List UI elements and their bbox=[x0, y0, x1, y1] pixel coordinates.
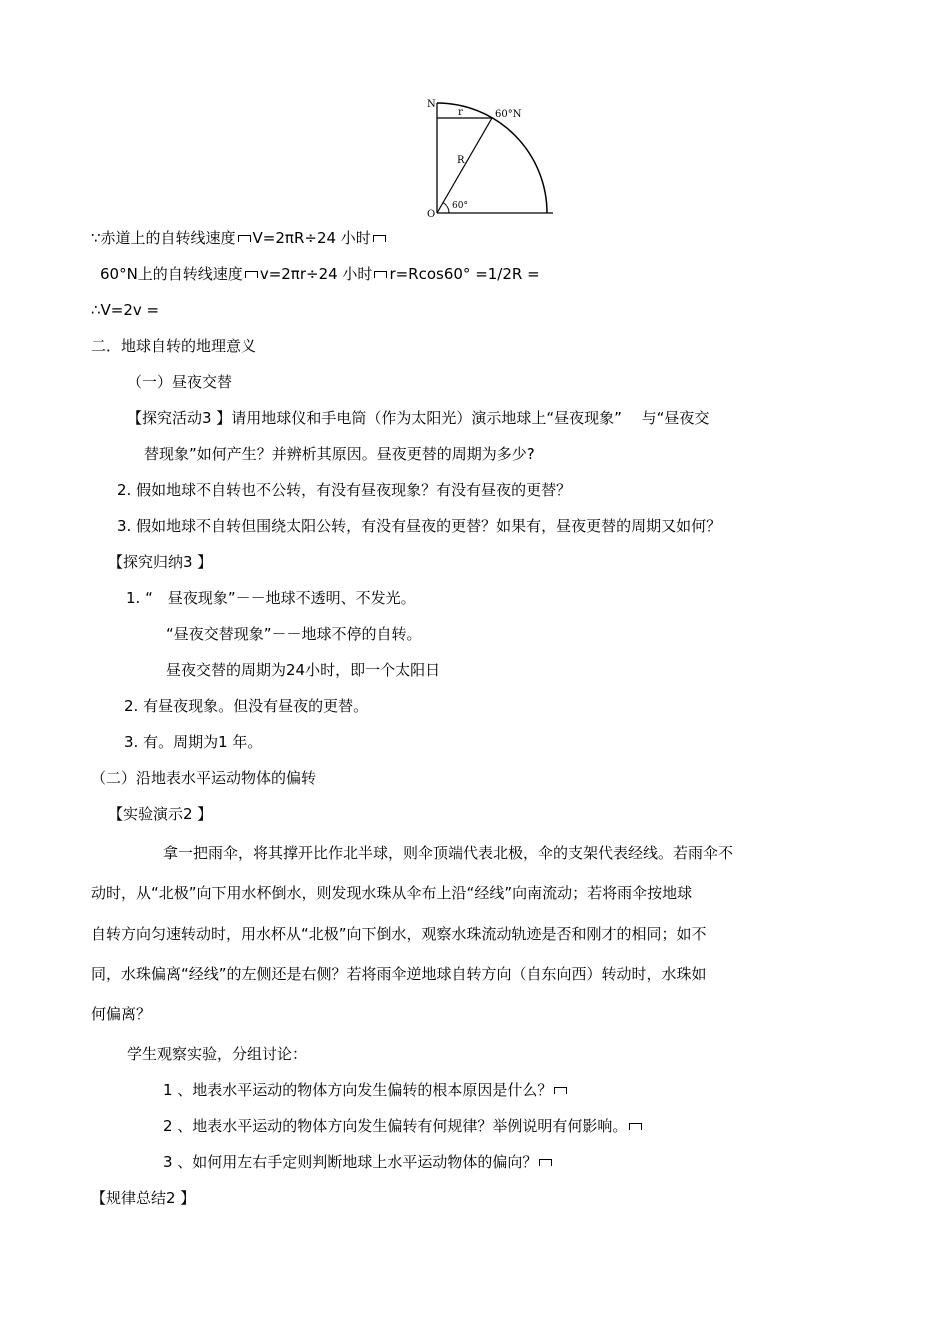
break-mark bbox=[238, 235, 251, 242]
break-mark bbox=[554, 1087, 567, 1094]
break-mark bbox=[539, 1159, 552, 1166]
activity-paragraph: 【探究活动3 】请用地球仪和手电筒（作为太阳光）演示地球上“昼夜现象” 与“昼夜交 bbox=[127, 409, 710, 427]
diagram-label-angle: 60° bbox=[452, 201, 468, 211]
diagram-label-lat: 60°N bbox=[495, 109, 522, 120]
diagram-label-n: N bbox=[427, 99, 436, 110]
experiment-paragraph-5: 何偏离？ bbox=[91, 1005, 152, 1023]
discussion-q3 bbox=[163, 1152, 554, 1172]
diagram-label-r: r bbox=[458, 107, 463, 118]
discussion-q2-text: 2 、地表水平运动的物体方向发生偏转有何规律？举例说明有何影响。 bbox=[163, 1117, 628, 1135]
discussion-q3-text: 3 、如何用左右手定则判断地球上水平运动物体的偏向？ bbox=[163, 1153, 538, 1171]
summary-heading: 【探究归纳3 】 bbox=[108, 553, 213, 571]
summary-item-2: 2. 有昼夜现象。但没有昼夜的更替。 bbox=[124, 697, 369, 715]
discussion-q1-text: 1 、地表水平运动的物体方向发生偏转的根本原因是什么？ bbox=[163, 1081, 553, 1099]
equator-speed-text: ∵赤道上的自转线速度 bbox=[91, 229, 236, 247]
subsection-heading-2: （二）沿地表水平运动物体的偏转 bbox=[91, 769, 317, 787]
question-2: 2. 假如地球不自转也不公转，有没有昼夜现象？有没有昼夜的更替？ bbox=[117, 481, 572, 499]
subsection-heading: （一）昼夜交替 bbox=[127, 373, 233, 391]
experiment-paragraph-2: 动时，从“北极”向下用水杯倒水，则发现水珠从伞布上沿“经线”向南流动；若将雨伞按地球 bbox=[91, 884, 693, 902]
break-mark bbox=[373, 235, 386, 242]
discussion-q2 bbox=[163, 1116, 644, 1136]
discussion-q1 bbox=[163, 1080, 569, 1100]
experiment-paragraph-1: 拿一把雨伞，将其撑开比作北半球，则伞顶端代表北极，伞的支架代表经线。若雨伞不 bbox=[163, 844, 734, 862]
equator-speed-formula: V=2πR÷24 小时 bbox=[252, 229, 371, 247]
rule-summary-heading: 【规律总结2 】 bbox=[91, 1189, 196, 1207]
break-mark bbox=[374, 271, 387, 278]
summary-item-1c: 昼夜交替的周期为24小时，即一个太阳日 bbox=[166, 661, 441, 679]
lat60-speed-line bbox=[100, 264, 540, 284]
conclusion-line: ∴V=2v = bbox=[91, 301, 160, 319]
latitude-diagram bbox=[425, 95, 560, 220]
experiment-paragraph-3: 自转方向匀速转动时，用水杯从“北极”向下倒水，观察水珠流动轨迹是否和刚才的相同；如不 bbox=[91, 925, 707, 943]
question-3: 3. 假如地球不自转但围绕太阳公转，有没有昼夜的更替？如果有，昼夜更替的周期又如何？ bbox=[117, 517, 722, 535]
experiment-heading: 【实验演示2 】 bbox=[108, 805, 213, 823]
diagram-label-o: O bbox=[427, 209, 436, 220]
summary-item-3: 3. 有。周期为1 年。 bbox=[124, 733, 263, 751]
experiment-paragraph-4: 同，水珠偏离“经线”的左侧还是右侧？若将雨伞逆地球自转方向（自东向西）转动时，水珠如 bbox=[91, 965, 707, 983]
summary-item-1b: “昼夜交替现象”－－地球不停的自转。 bbox=[166, 625, 422, 643]
break-mark bbox=[629, 1123, 642, 1130]
section-heading: 二．地球自转的地理意义 bbox=[91, 337, 257, 355]
diagram-label-R: R bbox=[457, 155, 465, 166]
discussion-intro: 学生观察实验，分组讨论： bbox=[127, 1045, 308, 1063]
lat60-radius-formula: r=Rcos60° =1/2R = bbox=[389, 265, 540, 283]
summary-item-1: 1. “ 昼夜现象”－－地球不透明、不发光。 bbox=[126, 589, 416, 607]
lat60-speed-formula: v=2πr÷24 小时 bbox=[259, 265, 373, 283]
break-mark bbox=[245, 271, 258, 278]
activity-paragraph-cont: 替现象”如何产生？并辨析其原因。昼夜更替的周期为多少? bbox=[144, 445, 535, 463]
lat60-speed-text: 60°N上的自转线速度 bbox=[100, 265, 243, 283]
equator-speed-line bbox=[91, 228, 388, 248]
